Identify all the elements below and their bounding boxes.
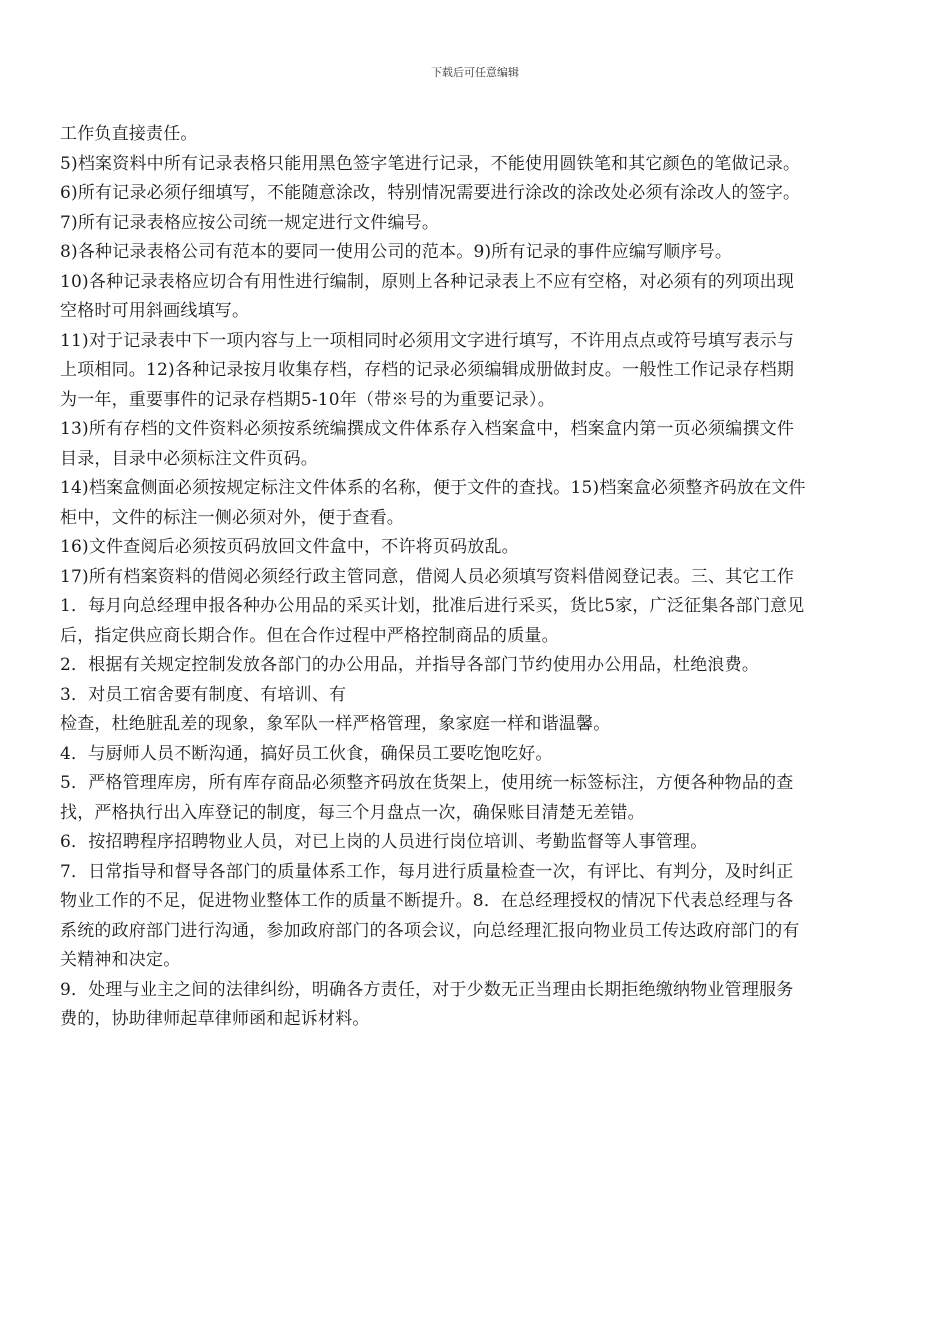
text-line: 5)档案资料中所有记录表格只能用黑色签字笔进行记录，不能使用圆铁笔和其它颜色的笔做记录。 — [60, 153, 801, 174]
page-header: 下载后可任意编辑 — [431, 66, 519, 79]
text-line: 找，严格执行出入库登记的制度，每三个月盘点一次，确保账目清楚无差错。 — [60, 802, 645, 823]
text-line: 柜中，文件的标注一侧必须对外，便于查看。 — [60, 507, 404, 528]
text-line: 物业工作的不足，促进物业整体工作的质量不断提升。8．在总经理授权的情况下代表总经理与各 — [60, 891, 794, 911]
document-body — [60, 120, 895, 1035]
text-line: 空格时可用斜画线填写。 — [60, 301, 250, 321]
text-line: 2．根据有关规定控制发放各部门的办公用品，并指导各部门节约使用办公用品，杜绝浪费。 — [60, 655, 760, 675]
text-line: 9．处理与业主之间的法律纠纷，明确各方责任，对于少数无正当理由长期拒绝缴纳物业管理服务 — [60, 979, 794, 1000]
text-line: 17)所有档案资料的借阅必须经行政主管同意，借阅人员必须填写资料借阅登记表。三、其它工作 — [60, 566, 795, 587]
text-line: 7)所有记录表格应按公司统一规定进行文件编号。 — [60, 212, 440, 233]
text-line: 14)档案盒侧面必须按规定标注文件体系的名称，便于文件的查找。15)档案盒必须整齐码放在文件 — [60, 478, 806, 498]
text-line: 系统的政府部门进行沟通，参加政府部门的各项会议，向总经理汇报向物业员工传达政府部门的有 — [60, 920, 800, 941]
text-line: 7．日常指导和督导各部门的质量体系工作，每月进行质量检查一次，有评比、有判分，及时纠正 — [60, 861, 794, 882]
text-line: 10)各种记录表格应切合有用性进行编制，原则上各种记录表上不应有空格，对必须有的列项出现 — [60, 271, 795, 292]
text-line: 11)对于记录表中下一项内容与上一项相同时必须用文字进行填写，不许用点点或符号填写表示与 — [60, 330, 795, 351]
text-line: 8)各种记录表格公司有范本的要同一使用公司的范本。9)所有记录的事件应编写顺序号。 — [60, 242, 733, 262]
text-line: 为一年，重要事件的记录存档期5-10年（带※号的为重要记录）。 — [60, 389, 555, 410]
text-line: 检查，杜绝脏乱差的现象，象军队一样严格管理，象家庭一样和谐温馨。 — [60, 714, 611, 734]
text-line: 关精神和决定。 — [60, 950, 181, 970]
text-line: 后，指定供应商长期合作。但在合作过程中严格控制商品的质量。 — [60, 625, 559, 646]
text-line: 6)所有记录必须仔细填写，不能随意涂改，特别情况需要进行涂改的涂改处必须有涂改人的签字。 — [60, 183, 801, 203]
text-line: 6．按招聘程序招聘物业人员，对已上岗的人员进行岗位培训、考勤监督等人事管理。 — [60, 832, 708, 852]
text-line: 3．对员工宿舍要有制度、有培训、有 — [60, 684, 347, 705]
text-line: 5．严格管理库房，所有库存商品必须整齐码放在货架上，使用统一标签标注，方便各种物品的查 — [60, 773, 794, 793]
text-line: 16)文件查阅后必须按页码放回文件盒中，不许将页码放乱。 — [60, 537, 519, 557]
text-line: 13)所有存档的文件资料必须按系统编撰成文件体系存入档案盒中，档案盒内第一页必须编撰文件 — [60, 419, 795, 439]
text-line: 1．每月向总经理申报各种办公用品的采买计划，批准后进行采买，货比5家，广泛征集各部门意见 — [60, 596, 805, 616]
text-line: 工作负直接责任。 — [60, 124, 198, 144]
text-line: 上项相同。12)各种记录按月收集存档，存档的记录必须编辑成册做封皮。一般性工作记录存档期 — [60, 360, 795, 380]
text-line: 目录，目录中必须标注文件页码。 — [60, 448, 318, 469]
text-line: 4．与厨师人员不断沟通，搞好员工伙食，确保员工要吃饱吃好。 — [60, 743, 553, 764]
text-line: 费的，协助律师起草律师函和起诉材料。 — [60, 1009, 370, 1029]
